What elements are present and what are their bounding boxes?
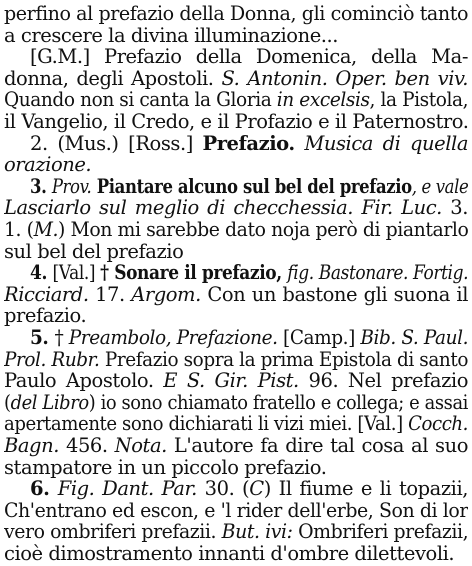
text-segment: Cocch. <box>408 412 468 436</box>
text-segment: vero ombriferi prefazii. <box>4 520 222 544</box>
text-segment: † <box>54 326 69 349</box>
text-line <box>4 196 468 220</box>
text-line <box>4 88 468 112</box>
text-segment: Paulo Apostolo. <box>4 369 164 393</box>
text-segment: Prol. Rubr. <box>4 347 100 371</box>
text-line <box>4 348 468 372</box>
text-line <box>4 391 468 415</box>
text-segment: Quando non si canta la Gloria <box>4 88 277 112</box>
text-segment: del Libro <box>10 390 89 414</box>
text-segment: 3. <box>441 196 468 220</box>
text-line <box>4 218 468 242</box>
text-segment: donna, degli Apostoli. <box>4 66 222 90</box>
text-segment: 2. (Mus.) [Ross.] <box>30 131 203 155</box>
text-segment: in excelsis <box>276 88 370 112</box>
text-segment: 3. <box>30 174 52 198</box>
text-segment: 4. <box>30 261 53 285</box>
text-segment: S. Antonin. Oper. ben viv. <box>221 66 468 90</box>
text-segment: E S. Gir. Pist. <box>163 369 299 393</box>
text-segment: il Vangelio, il Credo, e il Profazio e il Paternostro. <box>4 110 468 133</box>
text-line <box>4 2 468 26</box>
text-segment: Nota. <box>114 434 167 457</box>
text-segment: ) io sono chiamato fratello e collega; e assai <box>88 390 469 414</box>
text-segment: 30. ( <box>196 477 250 501</box>
text-segment: ) Il fiume e li topazii, <box>263 477 468 501</box>
text-line <box>4 67 468 91</box>
text-segment: 96. Nel prefazio <box>298 369 468 393</box>
text-line <box>30 326 468 350</box>
text-segment: stampatore in un piccolo prefazio. <box>4 455 327 479</box>
text-segment: apertamente sono dichiarati li vizi miei. [Val.] <box>4 412 409 436</box>
text-line <box>30 477 468 501</box>
text-segment: Bagn. <box>4 434 59 457</box>
text-line <box>30 261 468 285</box>
text-segment: [Val.] <box>52 261 101 285</box>
text-segment <box>295 132 305 155</box>
text-segment: Prefazio sopra la prima Epistola di santo <box>99 347 468 371</box>
text-segment: [Camp.] <box>277 326 361 349</box>
text-line <box>4 110 468 134</box>
text-segment: fig. Bastonare. Fortig. <box>287 261 468 285</box>
text-line <box>4 283 468 307</box>
text-segment: 6. <box>30 477 58 501</box>
text-segment: L'autore fa dire tal cosa al suo <box>166 434 468 457</box>
text-line <box>4 499 468 523</box>
text-segment: Argom. <box>131 282 201 306</box>
text-segment: Fig. Dant. Par. <box>57 477 197 501</box>
text-segment: orazione. <box>4 153 92 177</box>
text-segment: sul bel del prefazio <box>4 239 184 263</box>
text-line <box>30 175 468 199</box>
text-segment: ( <box>4 390 11 414</box>
text-segment: Bib. S. Paul. <box>360 326 469 349</box>
text-segment: a crescere la divina illuminazione... <box>4 23 339 47</box>
text-segment: Musica di quella <box>304 131 468 155</box>
text-line <box>4 24 468 48</box>
text-segment: ) Mon mi sarebbe dato noja però di piantarlo <box>58 218 469 241</box>
text-segment: 1. ( <box>4 218 34 241</box>
text-line <box>4 369 468 393</box>
text-segment: Piantare alcuno sul bel del prefazio <box>91 174 412 198</box>
text-line <box>4 542 468 566</box>
text-segment: Ricciard. <box>4 282 89 306</box>
text-segment: prefazio. <box>4 304 87 328</box>
text-segment: Ombriferi prefazii, <box>292 520 469 544</box>
text-line <box>4 456 468 480</box>
text-line <box>4 520 468 544</box>
text-line <box>4 412 468 436</box>
text-line <box>30 132 468 156</box>
text-segment: Con un bastone gli suona il <box>200 282 468 306</box>
text-line <box>30 45 468 69</box>
text-segment: Preambolo, Prefazione. <box>68 326 278 349</box>
text-segment: , la Pistola, <box>369 88 468 112</box>
text-segment: perfino al prefazio della Donna, gli cominciò tanto <box>4 2 468 25</box>
text-segment: Prefazio. <box>202 131 295 155</box>
text-segment: Prov. <box>51 174 92 198</box>
text-segment: cioè dimostramento innanti d'ombre dilettevoli. <box>4 542 455 565</box>
text-segment: M. <box>33 218 59 241</box>
text-segment: 5. <box>30 326 55 349</box>
text-segment: 456. <box>58 434 115 457</box>
text-segment: C <box>249 477 264 501</box>
text-segment: [G.M.] Prefazio della Domenica, della Ma- <box>30 45 468 69</box>
text-segment: † Sonare il prefazio, <box>100 261 288 285</box>
text-segment: 17. <box>88 282 132 306</box>
text-segment: But. ivi: <box>221 520 293 544</box>
text-line <box>4 304 468 328</box>
text-segment: Ch'entrano ed escon, e 'l rider dell'erbe, Son di lor <box>4 498 468 522</box>
text-line <box>4 434 468 458</box>
text-line <box>4 153 468 177</box>
text-segment: Lasciarlo sul meglio di checchessia. Fir. Luc. <box>4 196 442 220</box>
text-segment: , e vale <box>411 174 469 198</box>
text-line <box>4 240 468 264</box>
